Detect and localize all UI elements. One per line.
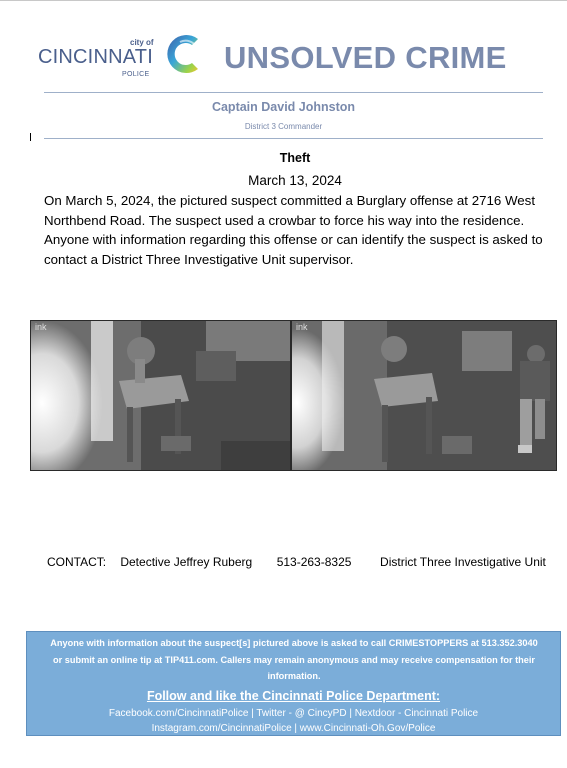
text-cursor: [30, 133, 31, 141]
surveillance-photo-1: [30, 320, 291, 471]
photo-1-overlay: ink: [35, 322, 47, 332]
contact-phone: 513-263-8325: [276, 555, 352, 569]
social-line-2: Instagram.com/CincinnatiPolice | www.Cincinnati-Oh.Gov/Police: [151, 722, 436, 734]
crime-date: March 13, 2024: [248, 173, 342, 188]
captain-name: Captain David Johnston: [211, 100, 356, 114]
contact-unit: District Three Investigative Unit: [380, 555, 546, 569]
logo-police: POLICE: [122, 71, 150, 78]
crimestoppers-box: [26, 631, 561, 736]
page-headline: UNSOLVED CRIME: [224, 40, 507, 75]
follow-heading: Follow and like the Cincinnati Police Department:: [146, 689, 441, 703]
social-line-1: Facebook.com/CincinnatiPolice | Twitter - @ CincyPD | Nextdoor - Cincinnati Police: [108, 708, 479, 719]
divider-top: [44, 92, 543, 93]
crime-description: On March 5, 2024, the pictured suspect committed a Burglary offense at 2716 West Northbend Road. The suspect used a crowbar to force his way into the residence. Anyone with information regarding this offense or can identify the suspect is asked to contact a District Three Investigative Unit supervisor.: [44, 193, 543, 267]
commander-title: District 3 Commander: [244, 122, 323, 131]
contact-label: CONTACT:: [47, 555, 107, 569]
contact-line: [47, 555, 546, 569]
crime-type: Theft: [279, 151, 311, 165]
cincinnati-police-logo: [38, 30, 208, 82]
contact-detective: Detective Jeffrey Ruberg: [120, 555, 253, 569]
top-border: [0, 0, 567, 1]
surveillance-photo-2: [291, 320, 557, 471]
logo-c-mark-icon: [160, 30, 206, 78]
logo-city-name: CINCINNATI: [38, 46, 153, 68]
photo-2-overlay: ink: [296, 322, 308, 332]
crimestoppers-message: Anyone with information about the suspect[s] pictured above is asked to call CRIMESTOPPERS at 513.352.3040 or submit an online tip at TIP411.com. Callers may remain anonymous and may receive compensation for their information.: [50, 638, 538, 681]
divider-bottom: [44, 138, 543, 139]
social-links: [27, 707, 560, 736]
logo-city-of: city of: [130, 38, 154, 47]
